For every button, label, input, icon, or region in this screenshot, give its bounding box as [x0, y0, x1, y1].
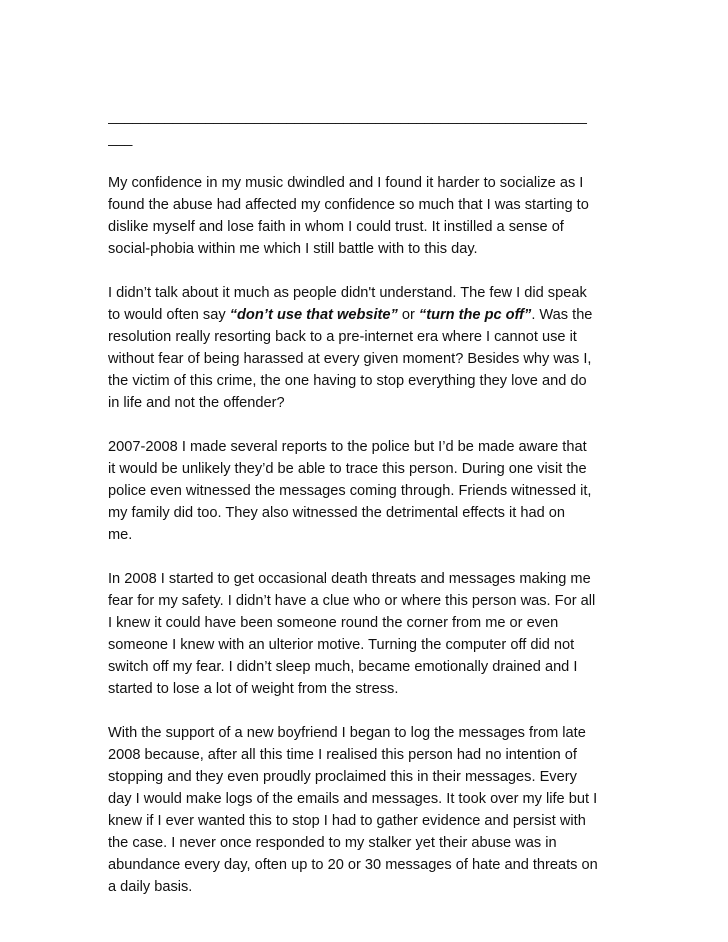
text-line: switch off my fear. I didn’t sleep much, became emotionally drained and I	[108, 659, 578, 675]
quote-turn-pc-off: “turn the pc off”	[418, 307, 532, 323]
divider-line: ___________________________________________________________	[108, 109, 587, 125]
text-line: dislike myself and lose faith in whom I could trust. It instilled a sense of	[108, 219, 564, 235]
text-line: me.	[108, 527, 133, 543]
text-line: In 2008 I started to get occasional death threats and messages making me	[108, 571, 591, 587]
text-line: I didn’t talk about it much as people didn't understand. The few I did speak	[108, 285, 587, 301]
text-line: 2008 because, after all this time I realised this person had no intention of	[108, 747, 577, 763]
text-line: With the support of a new boyfriend I began to log the messages from late	[108, 725, 586, 741]
text-run: . Was the	[531, 307, 593, 323]
divider-line-continuation: ___	[108, 131, 133, 147]
text-line: fear for my safety. I didn’t have a clue who or where this person was. For all	[108, 593, 596, 609]
quote-dont-use-website: “don’t use that website”	[229, 307, 398, 323]
paragraph-didnt-talk	[108, 282, 628, 414]
text-line: police even witnessed the messages coming through. Friends witnessed it,	[108, 483, 592, 499]
text-line: the victim of this crime, the one having to stop everything they love and do	[108, 373, 587, 389]
paragraph-death-threats	[108, 568, 628, 700]
paragraph-police-reports	[108, 436, 628, 546]
text-line: I knew it could have been someone round the corner from me or even	[108, 615, 559, 631]
text-line-with-quotes	[108, 304, 628, 326]
text-line: the case. I never once responded to my stalker yet their abuse was in	[108, 835, 557, 851]
text-run: or	[397, 307, 419, 323]
text-line: someone I knew with an ulterior motive. Turning the computer off did not	[108, 637, 575, 653]
text-line: in life and not the offender?	[108, 395, 285, 411]
text-run: to would often say	[108, 307, 230, 323]
text-line: day I would make logs of the emails and messages. It took over my life but I	[108, 791, 598, 807]
text-line: my family did too. They also witnessed the detrimental effects it had on	[108, 505, 565, 521]
paragraph-logging-messages	[108, 722, 628, 898]
paragraph-confidence	[108, 172, 628, 260]
text-line: started to lose a lot of weight from the stress.	[108, 681, 399, 697]
text-line: social-phobia within me which I still battle with to this day.	[108, 241, 478, 257]
text-line: without fear of being harassed at every given moment? Besides why was I,	[108, 351, 592, 367]
text-line: a daily basis.	[108, 879, 193, 895]
text-line: knew if I ever wanted this to stop I had to gather evidence and persist with	[108, 813, 586, 829]
text-line: found the abuse had affected my confidence so much that I was starting to	[108, 197, 589, 213]
text-line: stopping and they even proudly proclaimed this in their messages. Every	[108, 769, 577, 785]
text-line: abundance every day, often up to 20 or 30 messages of hate and threats on	[108, 857, 598, 873]
text-line: resolution really resorting back to a pre-internet era where I cannot use it	[108, 329, 577, 345]
text-line: 2007-2008 I made several reports to the police but I’d be made aware that	[108, 439, 587, 455]
text-line: My confidence in my music dwindled and I found it harder to socialize as I	[108, 175, 584, 191]
text-line: it would be unlikely they’d be able to trace this person. During one visit the	[108, 461, 587, 477]
document-body	[108, 106, 628, 920]
